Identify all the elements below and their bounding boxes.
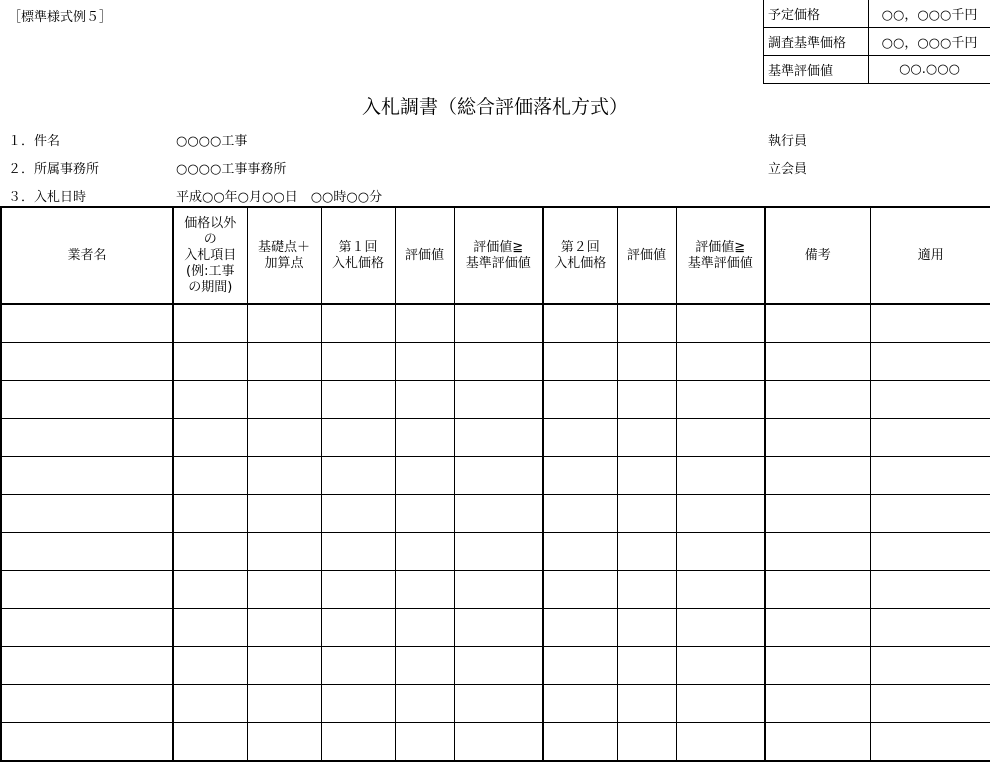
table-cell [676,685,765,723]
table-cell [173,609,247,647]
table-cell [321,304,395,343]
table-cell [543,533,617,571]
table-cell [543,343,617,381]
table-cell [617,457,676,495]
table-row [1,647,990,685]
table-cell [247,419,321,457]
table-cell [870,419,990,457]
table-cell [617,495,676,533]
table-row [1,533,990,571]
table-cell [617,647,676,685]
table-cell [395,457,454,495]
table-cell [395,495,454,533]
column-header-line: 入札価格 [322,256,395,272]
table-cell [395,647,454,685]
column-header-line: 基礎点＋ [248,240,321,256]
table-cell [1,609,173,647]
table-cell [676,381,765,419]
info-label-datetime: ３．入札日時 [8,186,86,205]
table-cell [765,495,870,533]
table-cell [247,304,321,343]
column-header-line: 入札価格 [544,256,617,272]
table-cell [395,685,454,723]
summary-key: 予定価格 [764,0,869,28]
table-cell [870,495,990,533]
summary-value: ○○，○○○千円 [869,0,990,28]
table-cell [765,304,870,343]
table-cell [543,571,617,609]
column-header-line: 適用 [871,248,990,264]
table-cell [454,343,543,381]
table-cell [870,533,990,571]
table-cell [247,647,321,685]
summary-value: ○○，○○○千円 [869,28,990,56]
column-header [247,207,321,304]
table-cell [676,533,765,571]
column-header-line: の期間) [174,280,247,296]
table-cell [247,685,321,723]
table-cell [870,381,990,419]
table-cell [676,609,765,647]
column-header [543,207,617,304]
table-cell [676,647,765,685]
table-row [1,571,990,609]
table-cell [321,571,395,609]
document-title: 入札調書（総合評価落札方式） [0,92,990,119]
info-value-office: ○○○○工事事務所 [176,158,286,177]
table-cell [1,381,173,419]
table-cell [173,571,247,609]
table-cell [454,495,543,533]
column-header [454,207,543,304]
info-value-project: ○○○○工事 [176,130,247,149]
table-cell [676,419,765,457]
table-cell [543,647,617,685]
table-cell [173,457,247,495]
table-cell [395,304,454,343]
column-header-line: の [174,232,247,248]
column-header-line: 価格以外 [174,216,247,232]
column-header-line: 評価値 [396,248,454,264]
table-cell [617,304,676,343]
table-cell [676,495,765,533]
form-label: ［標準様式例５］ [8,6,112,25]
table-cell [870,304,990,343]
table-cell [765,685,870,723]
table-cell [1,304,173,343]
table-cell [247,495,321,533]
witness-label: 立会員 [768,158,807,177]
table-cell [1,647,173,685]
table-cell [543,457,617,495]
table-cell [395,419,454,457]
table-cell [454,571,543,609]
column-header-line: 基準評価値 [455,256,543,272]
table-cell [173,343,247,381]
table-header-row [1,207,990,304]
price-summary-box [763,0,990,84]
executor-label: 執行員 [768,130,807,149]
bid-table [0,206,990,762]
info-label-project: １．件名 [8,130,60,149]
table-cell [870,457,990,495]
table-cell [676,571,765,609]
table-cell [395,533,454,571]
table-cell [765,609,870,647]
column-header-line: 第１回 [322,240,395,256]
table-cell [321,495,395,533]
table-cell [543,609,617,647]
table-cell [173,381,247,419]
column-header-line: 第２回 [544,240,617,256]
table-cell [454,381,543,419]
table-cell [321,533,395,571]
table-cell [617,419,676,457]
table-cell [617,609,676,647]
table-cell [454,723,543,762]
table-cell [1,571,173,609]
table-cell [321,457,395,495]
table-cell [173,533,247,571]
table-cell [395,381,454,419]
table-cell [543,723,617,762]
table-cell [870,647,990,685]
table-cell [454,457,543,495]
summary-row [764,0,990,28]
table-cell [1,685,173,723]
table-cell [870,343,990,381]
table-row [1,609,990,647]
table-cell [454,533,543,571]
column-header-line: 評価値 [618,248,676,264]
table-cell [617,685,676,723]
column-header-line: 入札項目 [174,248,247,264]
table-cell [765,571,870,609]
table-cell [676,343,765,381]
table-cell [617,343,676,381]
table-cell [454,685,543,723]
table-cell [870,609,990,647]
summary-row [764,56,990,84]
table-cell [1,343,173,381]
info-label-office: ２．所属事務所 [8,158,99,177]
summary-key: 基準評価値 [764,56,869,84]
table-cell [676,457,765,495]
table-cell [1,419,173,457]
table-cell [321,419,395,457]
column-header [676,207,765,304]
table-cell [173,304,247,343]
table-cell [543,495,617,533]
table-row [1,723,990,762]
table-cell [617,571,676,609]
column-header [870,207,990,304]
table-cell [247,609,321,647]
table-row [1,381,990,419]
table-cell [543,381,617,419]
table-cell [321,381,395,419]
table-cell [454,304,543,343]
column-header-line: 評価値≧ [455,240,543,256]
table-cell [765,533,870,571]
table-cell [321,343,395,381]
table-cell [617,723,676,762]
table-cell [543,304,617,343]
table-cell [454,647,543,685]
table-cell [1,723,173,762]
table-cell [173,495,247,533]
table-cell [765,457,870,495]
table-cell [321,723,395,762]
table-cell [765,723,870,762]
table-cell [247,533,321,571]
info-value-datetime: 平成○○年○月○○日 ○○時○○分 [176,186,382,205]
table-cell [247,343,321,381]
column-header-line: 備考 [766,248,870,264]
table-cell [395,723,454,762]
table-cell [247,571,321,609]
table-cell [247,457,321,495]
table-cell [173,419,247,457]
column-header-line: 基準評価値 [677,256,765,272]
summary-value: ○○.○○○ [869,56,990,84]
table-cell [765,343,870,381]
table-row [1,419,990,457]
column-header-line: 加算点 [248,256,321,272]
table-cell [247,723,321,762]
table-cell [543,419,617,457]
table-row [1,495,990,533]
table-cell [247,381,321,419]
table-cell [617,533,676,571]
table-cell [454,419,543,457]
table-cell [870,723,990,762]
column-header [173,207,247,304]
table-cell [173,647,247,685]
table-cell [1,495,173,533]
column-header-line: (例:工事 [174,264,247,280]
table-cell [765,419,870,457]
table-cell [173,685,247,723]
column-header [395,207,454,304]
table-cell [870,685,990,723]
table-row [1,457,990,495]
table-cell [543,685,617,723]
table-cell [676,723,765,762]
column-header [1,207,173,304]
table-row [1,304,990,343]
column-header [321,207,395,304]
table-cell [321,609,395,647]
table-cell [765,381,870,419]
table-cell [617,381,676,419]
column-header [617,207,676,304]
table-cell [1,457,173,495]
table-cell [395,571,454,609]
table-cell [395,609,454,647]
table-cell [676,304,765,343]
table-cell [1,533,173,571]
column-header-line: 評価値≧ [677,240,765,256]
table-row [1,685,990,723]
table-cell [870,571,990,609]
table-cell [173,723,247,762]
column-header-line: 業者名 [2,248,172,264]
table-cell [321,685,395,723]
table-cell [321,647,395,685]
table-row [1,343,990,381]
table-cell [454,609,543,647]
table-cell [395,343,454,381]
summary-key: 調査基準価格 [764,28,869,56]
summary-row [764,28,990,56]
column-header [765,207,870,304]
table-cell [765,647,870,685]
